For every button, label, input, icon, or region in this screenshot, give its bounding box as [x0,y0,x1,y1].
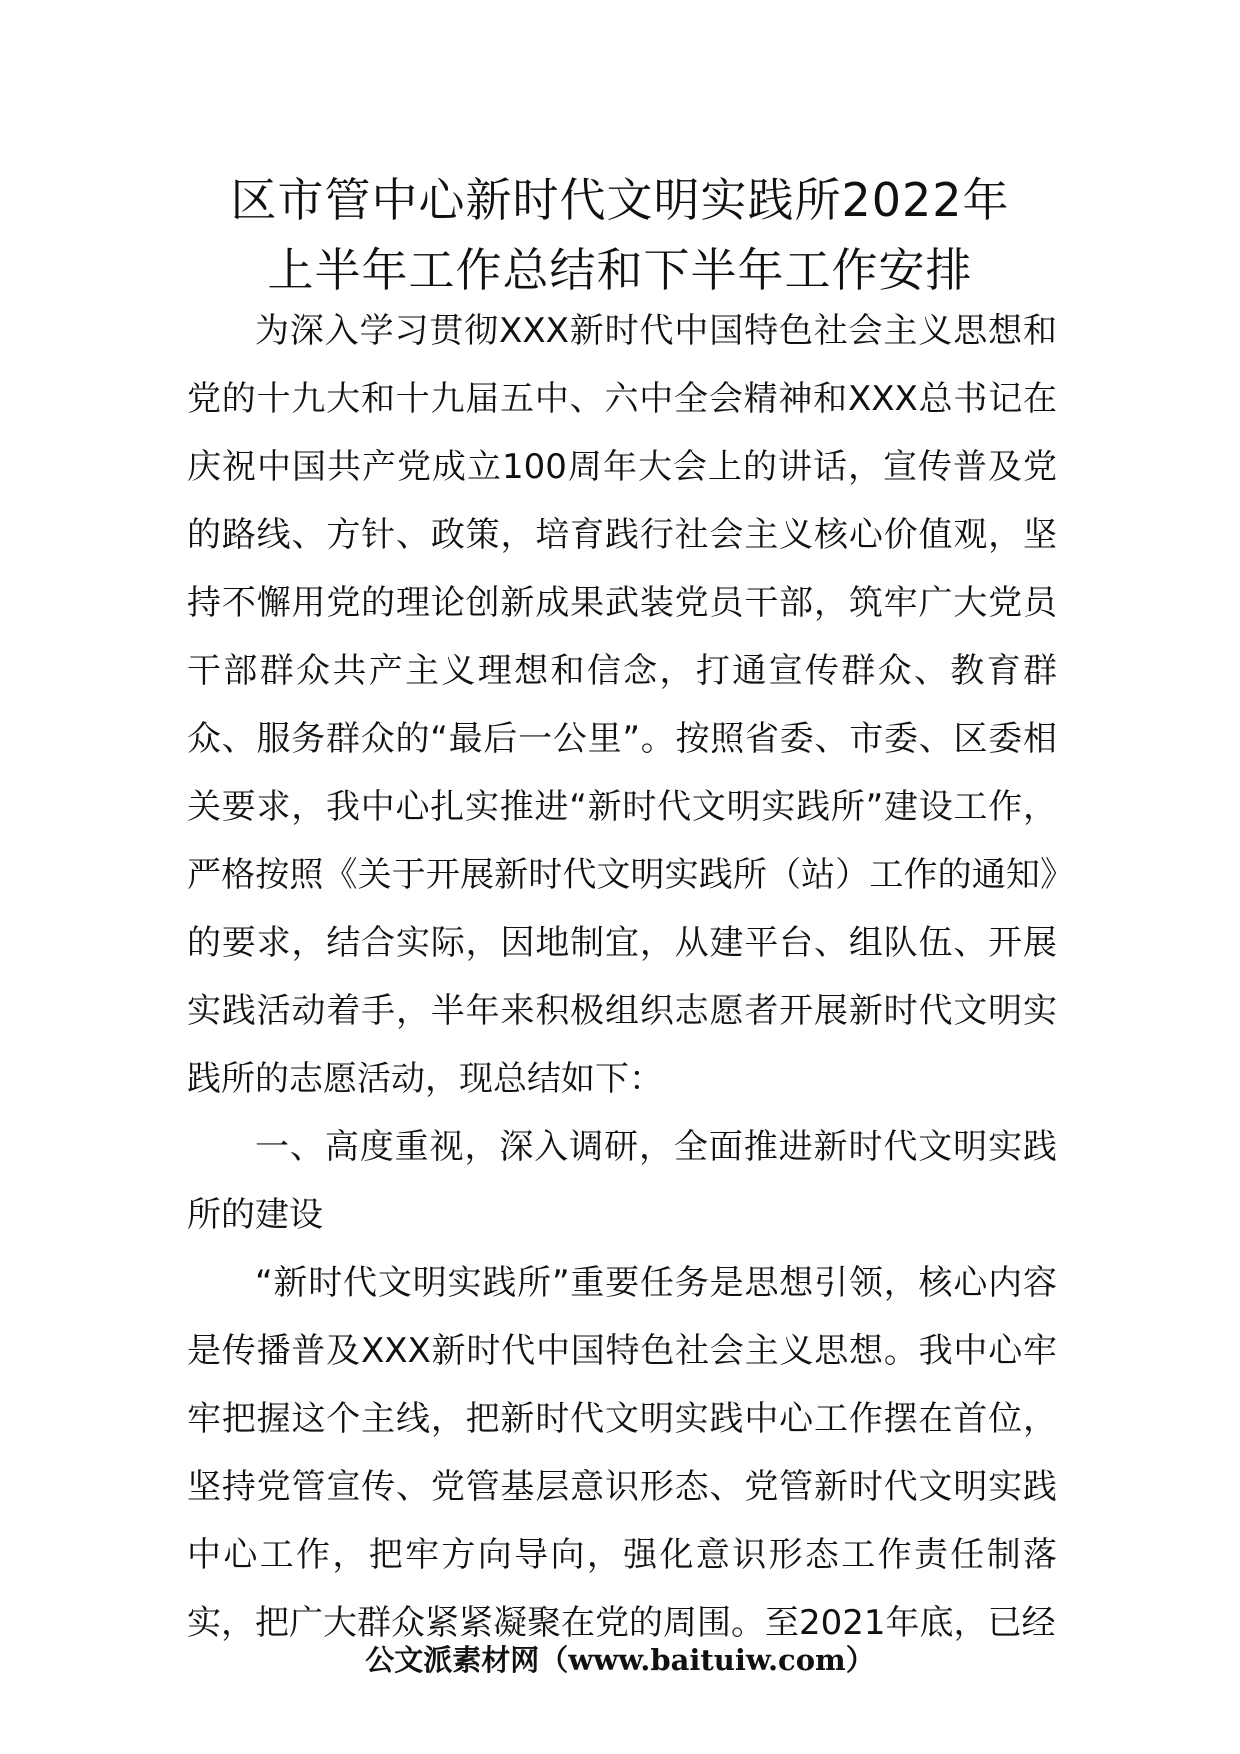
footer-source-text: 公文派素材网（www.baituiw.com） [365,1643,875,1677]
section-heading-1: 一、高度重视，深入调研，全面推进新时代文明实践所的建设 [187,1127,1057,1235]
document-body [187,297,1057,1657]
document-title-line-2: 上半年工作总结和下半年工作安排 [267,243,973,297]
body-paragraph-intro: 为深入学习贯彻XXX新时代中国特色社会主义思想和党的十九大和十九届五中、六中全会精神和XXX总书记在庆祝中国共产党成立100周年大会上的讲话，宣传普及党的路线、方针、政策，培育践行社会主义核心价值观，坚持不懈用党的理论创新成果武装党员干部，筑牢广大党员干部群众共产主义理想和信念，打通宣传群众、教育群众、服务群众的“最后一公里”。按照省委、市委、区委相关要求，我中心扎实推进“新时代文明实践所”建设工作，严格按照《关于开展新时代文明实践所（站）工作的通知》的要求，结合实际，因地制宜，从建平台、组队伍、开展实践活动着手，半年来积极组织志愿者开展新时代文明实践所的志愿活动，现总结如下： [187,311,1057,1099]
body-paragraph-section-1: “新时代文明实践所”重要任务是思想引领，核心内容是传播普及XXX新时代中国特色社会主义思想。我中心牢牢把握这个主线，把新时代文明实践中心工作摆在首位，坚持党管宣传、党管基层意识形态、党管新时代文明实践中心工作，把牢方向导向，强化意识形态工作责任制落实，把广大群众紧紧凝聚在党的周围。至2021年底，已经 [187,1263,1057,1643]
document-title-line-1: 区市管中心新时代文明实践所2022年 [230,173,1010,227]
